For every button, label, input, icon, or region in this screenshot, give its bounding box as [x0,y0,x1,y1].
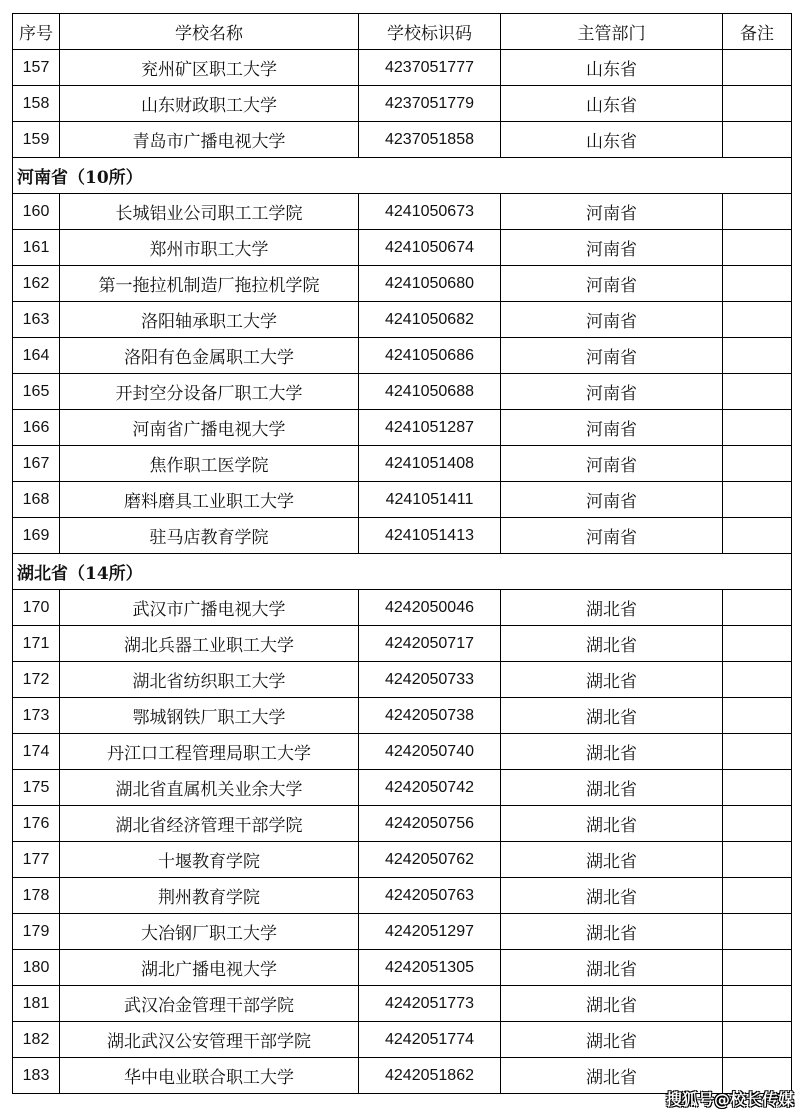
cell-note [723,194,792,230]
cell-code: 4237051777 [359,50,501,86]
cell-code: 4242050763 [359,878,501,914]
table-row [13,302,792,338]
cell-note [723,590,792,626]
table-header-row [13,14,792,50]
cell-code: 4241050688 [359,374,501,410]
cell-name: 开封空分设备厂职工大学 [60,374,359,410]
cell-note [723,266,792,302]
cell-index: 174 [13,734,60,770]
cell-index: 161 [13,230,60,266]
cell-index: 164 [13,338,60,374]
cell-note [723,122,792,158]
cell-name: 洛阳有色金属职工大学 [60,338,359,374]
cell-index: 173 [13,698,60,734]
cell-note [723,662,792,698]
cell-index: 182 [13,1022,60,1058]
cell-note [723,446,792,482]
cell-index: 176 [13,806,60,842]
header-index: 序号 [13,14,60,50]
cell-dept: 河南省 [501,302,723,338]
cell-name: 山东财政职工大学 [60,86,359,122]
cell-dept: 湖北省 [501,698,723,734]
cell-dept: 湖北省 [501,662,723,698]
cell-note [723,1022,792,1058]
table-row [13,482,792,518]
cell-dept: 河南省 [501,374,723,410]
cell-note [723,50,792,86]
cell-index: 172 [13,662,60,698]
table-row [13,122,792,158]
cell-dept: 湖北省 [501,950,723,986]
cell-dept: 湖北省 [501,1022,723,1058]
table-row [13,518,792,554]
cell-index: 175 [13,770,60,806]
cell-dept: 湖北省 [501,770,723,806]
cell-name: 华中电业联合职工大学 [60,1058,359,1094]
cell-dept: 河南省 [501,518,723,554]
cell-note [723,806,792,842]
cell-index: 162 [13,266,60,302]
table-row [13,914,792,950]
cell-code: 4241050673 [359,194,501,230]
cell-index: 167 [13,446,60,482]
table-row [13,266,792,302]
cell-dept: 河南省 [501,194,723,230]
header-name: 学校名称 [60,14,359,50]
cell-name: 湖北兵器工业职工大学 [60,626,359,662]
cell-note [723,626,792,662]
cell-code: 4242051774 [359,1022,501,1058]
cell-name: 湖北省纺织职工大学 [60,662,359,698]
cell-name: 河南省广播电视大学 [60,410,359,446]
cell-index: 181 [13,986,60,1022]
cell-note [723,698,792,734]
cell-code: 4241050680 [359,266,501,302]
cell-code: 4242050756 [359,806,501,842]
cell-dept: 河南省 [501,338,723,374]
cell-note [723,986,792,1022]
cell-code: 4242050046 [359,590,501,626]
school-table [12,13,792,1094]
section-row [13,554,792,590]
cell-code: 4237051858 [359,122,501,158]
cell-note [723,518,792,554]
cell-name: 兖州矿区职工大学 [60,50,359,86]
cell-dept: 湖北省 [501,878,723,914]
cell-dept: 河南省 [501,410,723,446]
cell-dept: 河南省 [501,266,723,302]
cell-name: 湖北广播电视大学 [60,950,359,986]
table-row [13,1022,792,1058]
cell-name: 丹江口工程管理局职工大学 [60,734,359,770]
cell-note [723,770,792,806]
cell-code: 4242050738 [359,698,501,734]
cell-name: 第一拖拉机制造厂拖拉机学院 [60,266,359,302]
table-row [13,662,792,698]
cell-index: 178 [13,878,60,914]
cell-name: 磨料磨具工业职工大学 [60,482,359,518]
header-code: 学校标识码 [359,14,501,50]
table-row [13,50,792,86]
cell-index: 171 [13,626,60,662]
cell-name: 武汉市广播电视大学 [60,590,359,626]
cell-code: 4241051413 [359,518,501,554]
table-row [13,230,792,266]
table-row [13,338,792,374]
cell-index: 160 [13,194,60,230]
cell-dept: 湖北省 [501,806,723,842]
table-row [13,446,792,482]
cell-code: 4241050686 [359,338,501,374]
cell-code: 4242050762 [359,842,501,878]
cell-dept: 河南省 [501,446,723,482]
cell-index: 158 [13,86,60,122]
cell-index: 157 [13,50,60,86]
cell-note [723,950,792,986]
cell-code: 4242050733 [359,662,501,698]
cell-code: 4241050674 [359,230,501,266]
table-row [13,626,792,662]
table-row [13,806,792,842]
table-row [13,194,792,230]
cell-index: 169 [13,518,60,554]
cell-name: 长城铝业公司职工工学院 [60,194,359,230]
cell-code: 4242050740 [359,734,501,770]
cell-index: 177 [13,842,60,878]
cell-note [723,374,792,410]
cell-dept: 湖北省 [501,626,723,662]
cell-index: 163 [13,302,60,338]
cell-index: 159 [13,122,60,158]
cell-name: 武汉冶金管理干部学院 [60,986,359,1022]
cell-dept: 河南省 [501,230,723,266]
cell-dept: 湖北省 [501,590,723,626]
cell-note [723,86,792,122]
cell-code: 4242051305 [359,950,501,986]
cell-name: 湖北省经济管理干部学院 [60,806,359,842]
cell-index: 179 [13,914,60,950]
header-note: 备注 [723,14,792,50]
cell-dept: 湖北省 [501,914,723,950]
table-row [13,590,792,626]
cell-index: 168 [13,482,60,518]
cell-name: 荆州教育学院 [60,878,359,914]
section-title: 湖北省（14所） [13,554,792,590]
cell-dept: 湖北省 [501,986,723,1022]
cell-index: 170 [13,590,60,626]
cell-index: 166 [13,410,60,446]
cell-dept: 山东省 [501,50,723,86]
cell-name: 湖北省直属机关业余大学 [60,770,359,806]
cell-name: 湖北武汉公安管理干部学院 [60,1022,359,1058]
cell-note [723,230,792,266]
cell-note [723,878,792,914]
cell-name: 青岛市广播电视大学 [60,122,359,158]
cell-name: 大冶钢厂职工大学 [60,914,359,950]
header-dept: 主管部门 [501,14,723,50]
cell-name: 洛阳轴承职工大学 [60,302,359,338]
cell-code: 4241051411 [359,482,501,518]
cell-dept: 湖北省 [501,1058,723,1094]
cell-code: 4241051287 [359,410,501,446]
table-row [13,410,792,446]
cell-note [723,338,792,374]
table-row [13,878,792,914]
cell-index: 183 [13,1058,60,1094]
cell-name: 焦作职工医学院 [60,446,359,482]
cell-dept: 山东省 [501,122,723,158]
cell-note [723,734,792,770]
cell-dept: 河南省 [501,482,723,518]
table-row [13,770,792,806]
cell-dept: 山东省 [501,86,723,122]
watermark: 搜狐号@校长传媒 [665,1090,794,1109]
cell-code: 4241050682 [359,302,501,338]
cell-name: 驻马店教育学院 [60,518,359,554]
cell-note [723,914,792,950]
cell-code: 4242050717 [359,626,501,662]
cell-name: 郑州市职工大学 [60,230,359,266]
cell-code: 4242051297 [359,914,501,950]
table-row [13,698,792,734]
table-row [13,86,792,122]
cell-code: 4242051773 [359,986,501,1022]
table-row [13,986,792,1022]
cell-dept: 湖北省 [501,842,723,878]
cell-note [723,410,792,446]
cell-code: 4237051779 [359,86,501,122]
cell-code: 4241051408 [359,446,501,482]
table-row [13,734,792,770]
cell-note [723,302,792,338]
table-row [13,842,792,878]
table-row [13,374,792,410]
cell-index: 180 [13,950,60,986]
section-row [13,158,792,194]
cell-name: 鄂城钢铁厂职工大学 [60,698,359,734]
cell-dept: 湖北省 [501,734,723,770]
cell-note [723,842,792,878]
cell-code: 4242051862 [359,1058,501,1094]
cell-code: 4242050742 [359,770,501,806]
cell-name: 十堰教育学院 [60,842,359,878]
table-row [13,950,792,986]
cell-index: 165 [13,374,60,410]
section-title: 河南省（10所） [13,158,792,194]
cell-note [723,482,792,518]
